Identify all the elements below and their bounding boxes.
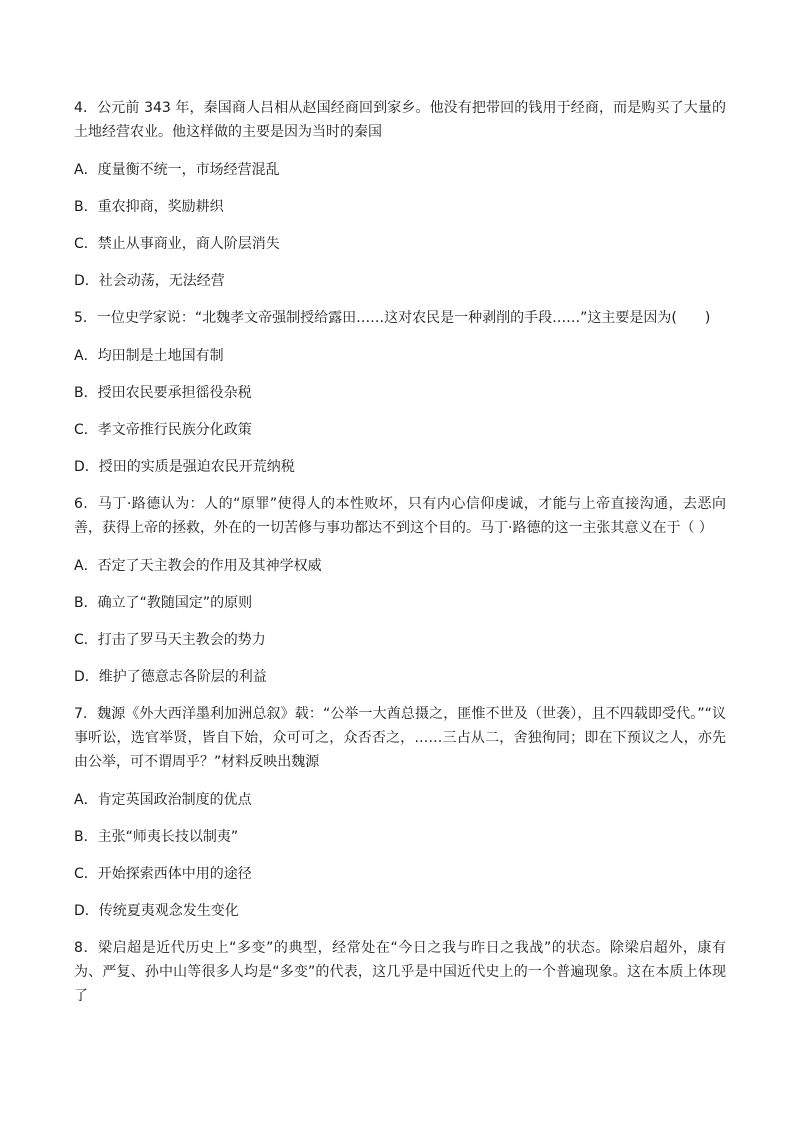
question-5 [74,306,726,479]
option-a: A．度量衡不统一，市场经营混乱 [74,162,280,178]
question-7 [74,702,726,923]
option-a: A．肯定英国政治制度的优点 [74,792,252,808]
option-b: B．主张“师夷长技以制夷” [74,829,239,845]
question-4 [74,96,726,293]
option-c: C．禁止从事商业，商人阶层消失 [74,236,280,252]
question-8 [74,936,726,1008]
option-d: D．授田的实质是强迫农民开荒纳税 [74,459,295,475]
option-c: C．打击了罗马天主教会的势力 [74,632,266,648]
option-b: B．确立了“教随国定”的原则 [74,595,253,611]
question-stem: 6．马丁·路德认为：人的“原罪”使得人的本性败坏，只有内心信仰虔诚，才能与上帝直接沟通，去恶向善，获得上帝的拯救，外在的一切苦修与事功都达不到这个目的。马丁·路德的这一主张其意义在于（ ） [74,496,726,536]
option-b: B．重农抑商，奖励耕织 [74,199,224,215]
question-stem: 8．梁启超是近代历史上“多变”的典型，经常处在“今日之我与昨日之我战”的状态。除梁启超外，康有为、严复、孙中山等很多人均是“多变”的代表，这几乎是中国近代史上的一个普遍现象。这在本质上体现了 [74,940,726,1004]
option-d: D．社会动荡，无法经营 [74,273,225,289]
option-a: A．否定了天主教会的作用及其神学权威 [74,558,322,574]
option-b: B．授田农民要承担徭役杂税 [74,385,252,401]
option-c: C．开始探索西体中用的途径 [74,866,252,882]
question-stem: 5．一位史学家说：“北魏孝文帝强制授给露田……这对农民是一种剥削的手段……”这主要是因为( ) [74,310,711,326]
exam-page [74,96,726,1022]
question-6 [74,492,726,689]
option-d: D．传统夏夷观念发生变化 [74,903,239,919]
question-stem: 7．魏源《外大西洋墨利加洲总叙》载：“公举一大酋总摄之，匪惟不世及（世袭），且不四载即受代。”“议事听讼，选官举贤，皆自下始，众可可之，众否否之，……三占从二，舍独徇同；即在下预议之人，亦先由公举，可不谓周乎？”材料反映出魏源 [74,706,726,770]
option-c: C．孝文帝推行民族分化政策 [74,422,252,438]
question-stem: 4．公元前 343 年，秦国商人吕相从赵国经商回到家乡。他没有把带回的钱用于经商，而是购买了大量的土地经营农业。他这样做的主要是因为当时的秦国 [74,100,726,140]
option-a: A．均田制是土地国有制 [74,348,224,364]
option-d: D．维护了德意志各阶层的利益 [74,669,267,685]
